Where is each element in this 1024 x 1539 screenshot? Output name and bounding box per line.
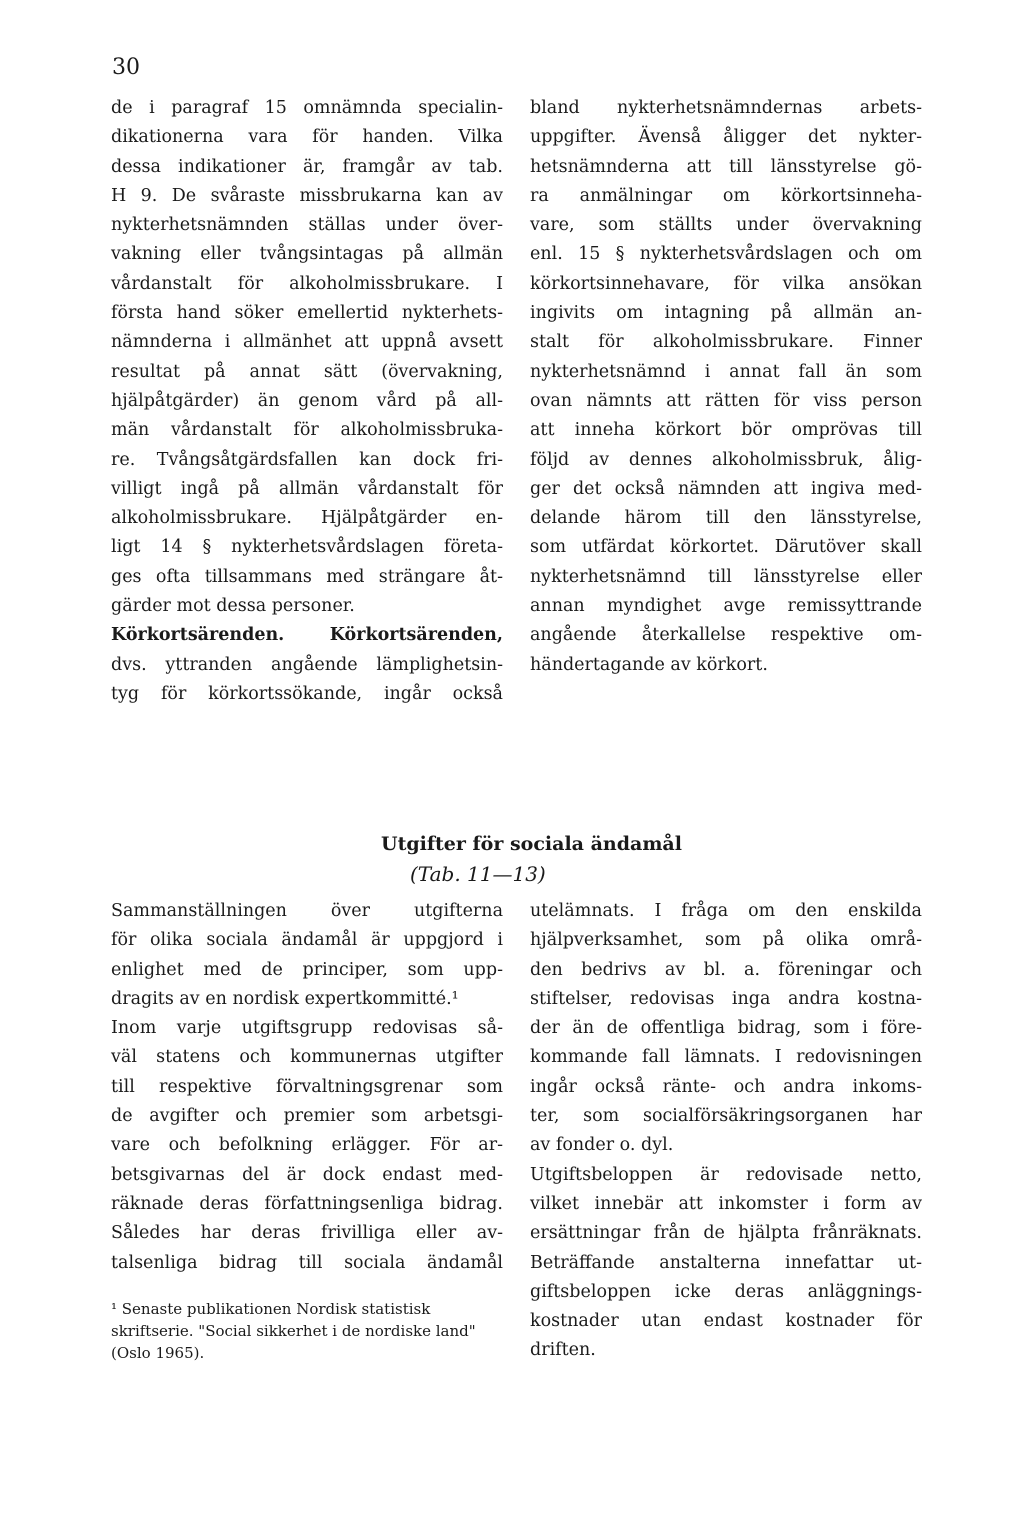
text-line: stiftelser, redovisas inga andra kostna- xyxy=(530,988,922,1009)
text-line: ovan nämnts att rätten för viss person xyxy=(530,390,922,411)
text-line: Inom varje utgiftsgrupp redovisas så- xyxy=(111,1018,503,1039)
text-line: Således har deras frivilliga eller av- xyxy=(111,1223,503,1244)
text-line: delande härom till den länsstyrelse, xyxy=(530,508,922,529)
text-line: väl statens och kommunernas utgifter xyxy=(111,1047,503,1068)
text-line: till respektive förvaltningsgrenar som xyxy=(111,1076,503,1097)
text-line: uppgifter. Ävenså åligger det nykter- xyxy=(530,127,922,148)
text-line: vare, som ställts under övervakning xyxy=(530,215,922,236)
text-line: att inneha körkort bör omprövas till xyxy=(530,420,922,441)
text-line: kostnader utan endast kostnader för xyxy=(530,1311,922,1332)
text-line: dvs. yttranden angående lämplighetsin- xyxy=(111,654,503,675)
text-line: tyg för körkortssökande, ingår också xyxy=(111,683,503,704)
text-line: vilket innebär att inkomster i form av xyxy=(530,1193,922,1214)
text-line: betsgivarnas del är dock endast med- xyxy=(111,1164,503,1185)
text-line: de avgifter och premier som arbetsgi- xyxy=(111,1106,503,1127)
text-line: vårdanstalt för alkoholmissbrukare. I xyxy=(111,273,503,294)
footnote-line: (Oslo 1965). xyxy=(111,1344,205,1362)
text-line: stalt för alkoholmissbrukare. Finner xyxy=(530,332,922,353)
text-line: dikationerna vara för handen. Vilka xyxy=(111,127,503,148)
text-line: dessa indikationer är, framgår av tab. xyxy=(111,156,503,177)
footnote-line: skriftserie. "Social sikkerhet i de nordiske land" xyxy=(111,1322,476,1340)
text-line: som utfärdat körkortet. Därutöver skall xyxy=(530,537,922,558)
text-line: för olika sociala ändamål är uppgjord i xyxy=(111,930,503,951)
text-line: händertagande av körkort. xyxy=(530,654,768,675)
text-line: hetsnämnderna att till länsstyrelse gö- xyxy=(530,156,922,177)
text-line: män vårdanstalt för alkoholmissbruka- xyxy=(111,420,503,441)
text-line: ingår också ränte- och andra inkoms- xyxy=(530,1076,922,1097)
text-line: resultat på annat sätt (övervakning, xyxy=(111,361,503,382)
text-line: gärder mot dessa personer. xyxy=(111,596,355,617)
text-line: ra anmälningar om körkortsinneha- xyxy=(530,185,922,206)
section-heading: Utgifter för sociala ändamål xyxy=(381,833,682,855)
text-line: ges ofta tillsammans med strängare åt- xyxy=(111,566,503,587)
text-line: talsenliga bidrag till sociala ändamål xyxy=(111,1252,503,1273)
text-line: villigt ingå på allmän vårdanstalt för xyxy=(111,478,503,499)
text-line: nämnderna i allmänhet att uppnå avsett xyxy=(111,332,503,353)
right-column-top xyxy=(530,94,922,680)
page-number: 30 xyxy=(112,55,140,80)
text-line: de i paragraf 15 omnämnda specialin- xyxy=(111,98,503,118)
text-line: giftsbeloppen icke deras anläggnings- xyxy=(530,1281,922,1302)
text-line: följd av dennes alkoholmissbruk, ålig- xyxy=(530,449,922,470)
text-line: ingivits om intagning på allmän an- xyxy=(530,303,922,324)
text-line: enl. 15 § nykterhetsvårdslagen och om xyxy=(530,244,922,265)
text-line: nykterhetsnämnd i annat fall än som xyxy=(530,361,922,382)
text-line: vare och befolkning erlägger. För ar- xyxy=(111,1135,503,1156)
right-column-bottom xyxy=(530,897,922,1366)
text-line: av fonder o. dyl. xyxy=(530,1135,674,1156)
text-line: H 9. De svåraste missbrukarna kan av xyxy=(111,185,503,206)
text-line: der än de offentliga bidrag, som i före- xyxy=(530,1018,922,1039)
text-line: den bedrivs av bl. a. föreningar och xyxy=(530,959,922,980)
text-line: körkortsinnehavare, för vilka ansökan xyxy=(530,273,922,294)
text-line: ligt 14 § nykterhetsvårdslagen företa- xyxy=(111,537,503,558)
text-line: nykterhetsnämnd till länsstyrelse eller xyxy=(530,566,922,587)
text-line: ger det också nämnden att ingiva med- xyxy=(530,478,922,499)
left-column-top xyxy=(111,94,503,709)
text-line: utelämnats. I fråga om den enskilda xyxy=(530,901,922,921)
text-line: alkoholmissbrukare. Hjälpåtgärder en- xyxy=(111,508,503,529)
text-line: ter, som socialförsäkringsorganen har xyxy=(530,1106,922,1127)
text-line: kommande fall lämnats. I redovisningen xyxy=(530,1047,922,1068)
section-subheading: (Tab. 11—13) xyxy=(410,862,546,886)
text-line: Utgiftsbeloppen är redovisade netto, xyxy=(530,1164,922,1185)
text-line: angående återkallelse respektive om- xyxy=(530,625,922,646)
text-line: dragits av en nordisk expertkommitté.¹ xyxy=(111,988,459,1009)
text-line: Sammanställningen över utgifterna xyxy=(111,901,503,921)
footnote-line: ¹ Senaste publikationen Nordisk statistisk xyxy=(111,1300,431,1318)
text-line: räknade deras författningsenliga bidrag. xyxy=(111,1193,503,1214)
text-line: hjälpverksamhet, som på olika områ- xyxy=(530,930,922,951)
text-line: vakning eller tvångsintagas på allmän xyxy=(111,244,503,265)
text-line: driften. xyxy=(530,1340,596,1361)
text-line: annan myndighet avge remissyttrande xyxy=(530,596,922,617)
text-line: hjälpåtgärder) än genom vård på all- xyxy=(111,390,503,411)
footnote xyxy=(111,1298,503,1364)
text-line-section-lead: Körkortsärenden. Körkortsärenden, xyxy=(111,625,503,646)
text-line: första hand söker emellertid nykterhets- xyxy=(111,303,503,324)
text-line: re. Tvångsåtgärdsfallen kan dock fri- xyxy=(111,449,503,470)
text-line: Beträffande anstalterna innefattar ut- xyxy=(530,1252,922,1273)
text-line: bland nykterhetsnämndernas arbets- xyxy=(530,98,922,118)
left-column-bottom xyxy=(111,897,503,1278)
text-line: enlighet med de principer, som upp- xyxy=(111,959,503,980)
text-line: nykterhetsnämnden ställas under över- xyxy=(111,215,503,236)
text-line: ersättningar från de hjälpta frånräknats. xyxy=(530,1223,922,1244)
